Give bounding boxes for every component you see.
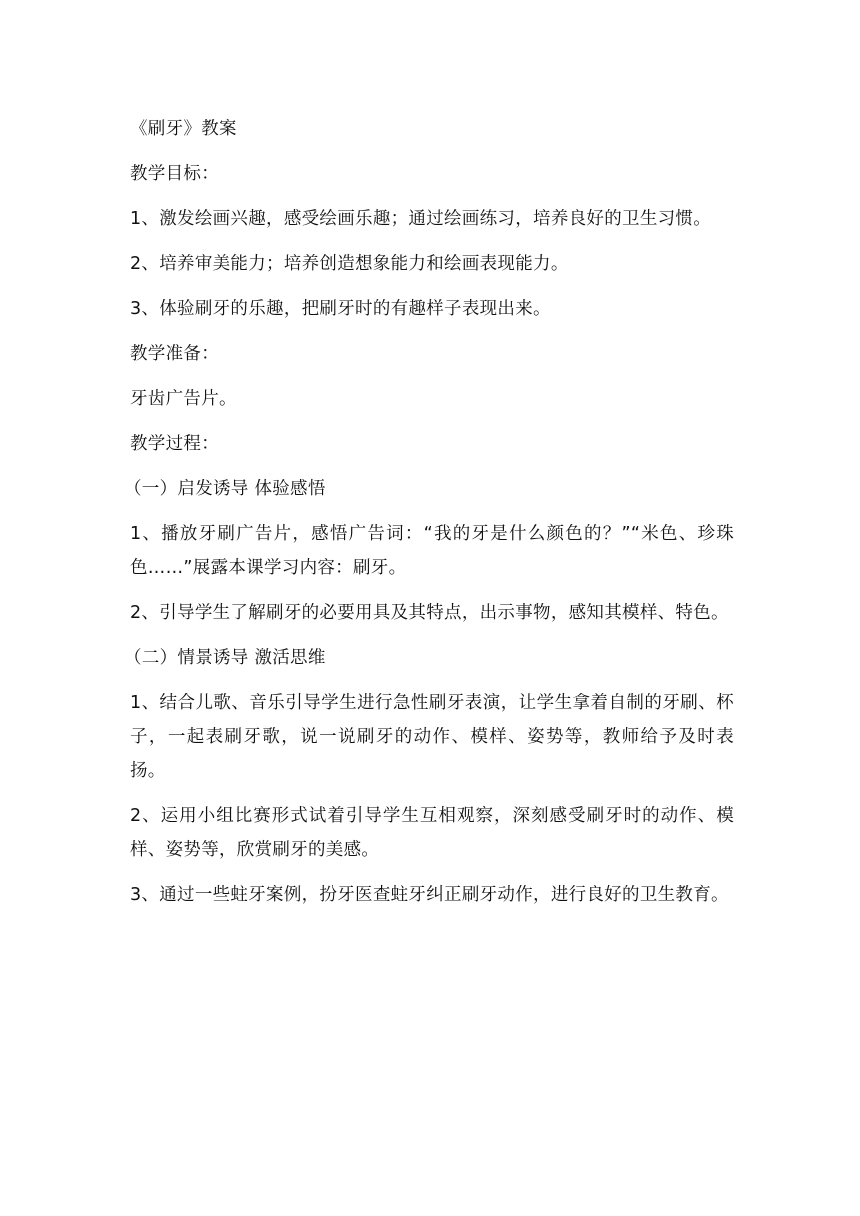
goal-item-1: 1、激发绘画兴趣，感受绘画乐趣；通过绘画练习，培养良好的卫生习惯。 — [130, 209, 712, 229]
goal-item-3: 3、体验刷牙的乐趣，把刷牙时的有趣样子表现出来。 — [130, 299, 551, 319]
document-title: 《刷牙》教案 — [130, 119, 237, 139]
process-step-2-2: 2、运用小组比赛形式试着引导学生互相观察，深刻感受刷牙时的动作、模样、姿势等，欣赏刷牙的美感。 — [130, 806, 734, 860]
section-heading-2: （二）情景诱导 激活思维 — [124, 648, 326, 668]
process-step-1-2: 2、引导学生了解刷牙的必要用具及其特点，出示事物，感知其模样、特色。 — [130, 603, 729, 623]
heading-teaching-preparation: 教学准备： — [130, 344, 219, 364]
goal-item-2: 2、培养审美能力；培养创造想象能力和绘画表现能力。 — [130, 254, 569, 274]
process-step-1-1: 1、播放牙刷广告片，感悟广告词：“我的牙是什么颜色的？”“米色、珍珠色……”展露本课学习内容：刷牙。 — [130, 524, 734, 578]
heading-teaching-process: 教学过程： — [130, 434, 219, 454]
section-heading-1: （一）启发诱导 体验感悟 — [124, 479, 326, 499]
process-step-2-1: 1、结合儿歌、音乐引导学生进行急性刷牙表演，让学生拿着自制的牙刷、杯子，一起表刷牙歌，说一说刷牙的动作、模样、姿势等，教师给予及时表扬。 — [130, 693, 734, 781]
process-step-2-3: 3、通过一些蛀牙案例，扮牙医查蛀牙纠正刷牙动作，进行良好的卫生教育。 — [130, 885, 729, 905]
preparation-text: 牙齿广告片。 — [130, 389, 237, 409]
document-body — [124, 112, 734, 923]
heading-teaching-goals: 教学目标： — [130, 164, 219, 184]
